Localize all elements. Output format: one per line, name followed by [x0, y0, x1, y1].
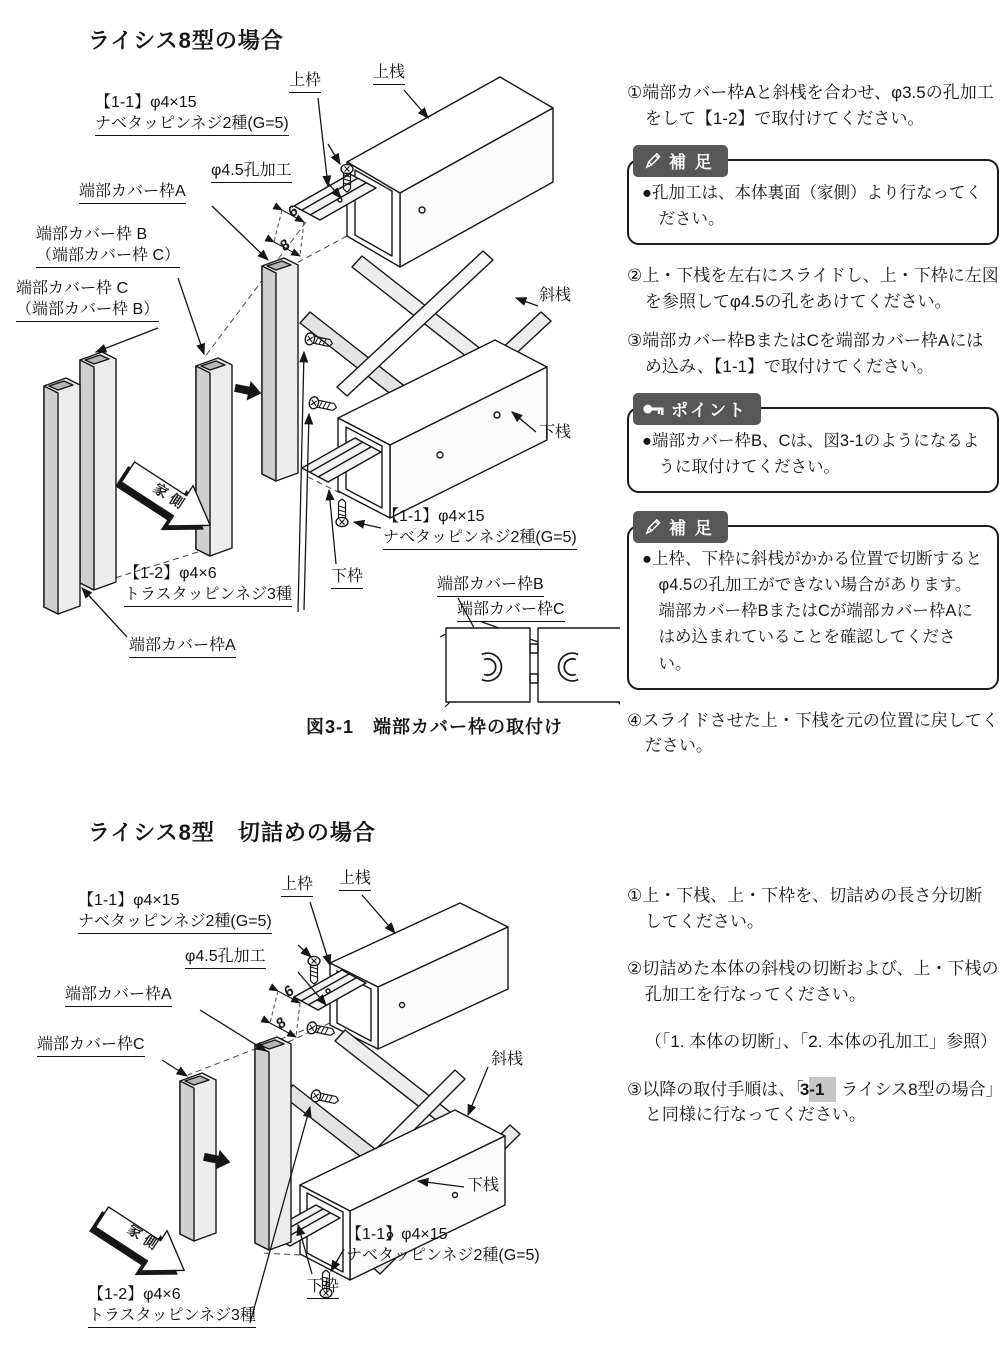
note-tab	[633, 145, 728, 177]
section2-title: ライシス8型 切詰めの場合	[88, 820, 376, 845]
step-3-text-post: ライシス8型の場合」と同様に行なってください。	[644, 1079, 995, 1124]
note-box-2	[627, 511, 999, 689]
insert-arrow-icon	[233, 378, 264, 403]
step-2-group	[627, 956, 999, 1055]
step-3-text-pre: ③以降の取付手順は、「	[627, 1079, 804, 1099]
label-cover-a-bottom: 端部カバー枠A	[129, 635, 236, 658]
step-1: ①上・下桟、上・下枠を、切詰めの長さ分切断してください。	[627, 886, 983, 931]
cross-section-detail	[440, 628, 620, 707]
label-screw-1-1-top: 【1-1】φ4×15 ナベタッピンネジ2種(G=5)	[78, 890, 272, 934]
step-2: ②上・下桟を左右にスライドし、上・下枠に左図を参照してφ4.5の孔をあけてください。	[627, 266, 999, 311]
note-2-text: ●上枠、下枠に斜桟がかかる位置で切断するとφ4.5の孔加工ができない場合があります。端部カバー枠BまたはCが端部カバー枠Aにはめ込まれていることを確認してください。	[642, 550, 982, 673]
diagram1-line-art	[10, 60, 620, 760]
label-top-rail: 上桟	[373, 62, 405, 85]
label-section-cover-c: 端部カバー枠C	[457, 599, 565, 622]
dimension-6: 6	[281, 981, 297, 1002]
label-hole-4-5: φ4.5孔加工	[185, 946, 266, 969]
pencil-icon	[643, 517, 662, 536]
point-text: ●端部カバー枠B、Cは、図3-1のようになるように取付けてください。	[642, 432, 980, 477]
label-bottom-rail: 下桟	[467, 1177, 500, 1194]
step-1: ①端部カバー枠Aと斜桟を合わせ、φ3.5の孔加工をして【1-2】で取付けてください。	[627, 83, 994, 128]
point-box	[627, 393, 999, 493]
point-tab	[633, 393, 761, 425]
label-screw-1-1-bottom: 【1-1】φ4×15 ナベタッピンネジ2種(G=5)	[383, 506, 577, 550]
dimension-8: 8	[277, 235, 293, 256]
note-body-2	[627, 525, 999, 689]
step-3: ③端部カバー枠BまたはCを端部カバー枠Aにはめ込み、【1-1】で取付けてください。	[627, 331, 984, 376]
step-4: ④スライドさせた上・下桟を元の位置に戻してください。	[627, 710, 999, 756]
note-tab-2-label: 補 足	[669, 519, 714, 539]
step-2: ②切詰めた本体の斜桟の切断および、上・下桟の孔加工を行なってください。	[627, 959, 999, 1004]
step-3	[627, 1077, 999, 1128]
dimension-6: 6	[285, 201, 301, 222]
label-screw-1-1-bottom: 【1-1】φ4×15 ナベタッピンネジ2種(G=5)	[346, 1226, 540, 1265]
top-rail-box	[347, 77, 553, 267]
house-side-text: 家側	[150, 479, 192, 515]
label-cover-a: 端部カバー枠A	[65, 984, 172, 1007]
label-bottom-rail: 下桟	[539, 424, 572, 441]
label-bottom-frame: 下枠	[331, 566, 363, 589]
pencil-icon	[643, 151, 662, 170]
step-2-reference: （「1. 本体の切断」、「2. 本体の孔加工」参照）	[644, 1032, 998, 1051]
screw-bottom	[336, 499, 348, 527]
top-rail-box	[330, 903, 508, 1049]
screw-side-2	[308, 396, 337, 413]
section-ref-chip: 3-1	[809, 1077, 836, 1103]
label-cover-c: 端部カバー枠C	[37, 1034, 145, 1057]
label-diagonal-rail: 斜桟	[539, 287, 572, 304]
label-section-cover-b: 端部カバー枠B	[437, 574, 544, 597]
key-icon	[643, 402, 664, 416]
label-diagonal-rail: 斜桟	[491, 1051, 524, 1068]
section1-instructions	[627, 80, 999, 773]
label-screw-1-2: 【1-2】φ4×6 トラスタッピンネジ3種	[88, 1284, 256, 1328]
label-top-frame: 上枠	[281, 874, 313, 897]
screw-top	[308, 956, 320, 984]
note-text: ●孔加工は、本体裏面（家側）より行なってください。	[642, 184, 982, 229]
house-side-text: 家側	[124, 1220, 166, 1256]
label-cover-b: 端部カバー枠 B （端部カバー枠 C）	[36, 224, 180, 268]
note-tab-2	[633, 511, 728, 543]
section1-title: ライシス8型の場合	[88, 28, 284, 53]
label-hole-4-5: φ4.5孔加工	[211, 160, 292, 183]
label-cover-c: 端部カバー枠 C （端部カバー枠 B）	[16, 278, 159, 322]
label-top-frame: 上枠	[289, 70, 321, 93]
note-tab-label: 補 足	[669, 153, 714, 172]
cover-channel-pair	[44, 352, 116, 614]
cover-channel-a	[262, 258, 298, 481]
section2-instructions	[627, 883, 999, 1150]
dimension-8: 8	[273, 1013, 289, 1034]
figure-caption: 図3-1 端部カバー枠の取付け	[306, 717, 564, 737]
label-screw-1-1-top: 【1-1】φ4×15 ナベタッピンネジ2種(G=5)	[95, 92, 289, 136]
cover-channel-a	[255, 1037, 291, 1250]
label-bottom-frame: 下枠	[307, 1276, 339, 1299]
label-cover-a: 端部カバー枠A	[79, 181, 186, 204]
note-box-1	[627, 145, 999, 245]
point-tab-label: ポイント	[671, 401, 747, 421]
label-top-rail: 上桟	[339, 868, 371, 891]
label-screw-1-2: 【1-2】φ4×6 トラスタッピンネジ3種	[124, 563, 292, 607]
